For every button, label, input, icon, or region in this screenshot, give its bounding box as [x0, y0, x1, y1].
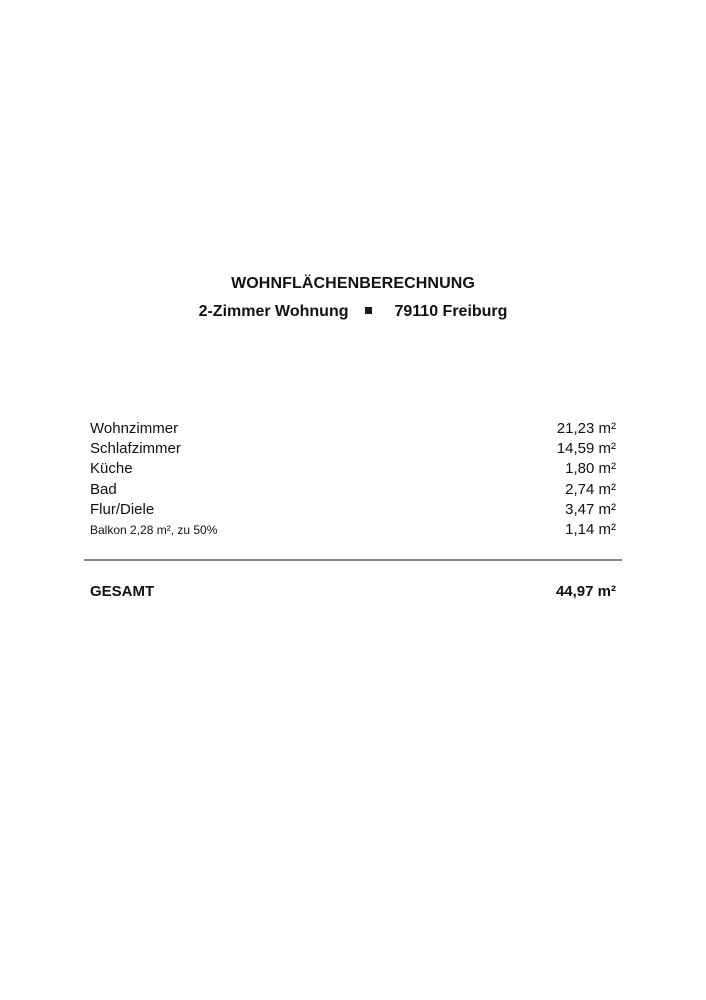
- room-label: Küche: [90, 460, 133, 478]
- divider: [84, 559, 622, 561]
- table-row: [90, 418, 616, 438]
- room-area: 2,74 m²: [565, 480, 616, 498]
- room-area: 1,80 m²: [565, 460, 616, 478]
- document-subtitle: [0, 300, 706, 324]
- total-row: [90, 581, 616, 603]
- total-area: 44,97 m²: [555, 583, 616, 600]
- room-label: Wohnzimmer: [90, 419, 179, 437]
- room-label: Schlafzimmer: [90, 439, 181, 457]
- table-row: [90, 459, 616, 479]
- table-row: [90, 438, 616, 458]
- total-label: GESAMT: [90, 583, 155, 600]
- table-row: [90, 519, 616, 539]
- room-label: Flur/Diele: [90, 500, 155, 518]
- square-bullet-icon: [365, 307, 372, 314]
- room-area: 21,23 m²: [556, 419, 616, 437]
- location: 79110 Freiburg: [394, 303, 508, 320]
- room-label: Balkon 2,28 m², zu 50%: [90, 522, 218, 537]
- room-label: Bad: [90, 480, 117, 498]
- area-table: [90, 418, 616, 540]
- room-area: 3,47 m²: [565, 500, 616, 518]
- document-title: WOHNFLÄCHENBERECHNUNG: [231, 275, 475, 292]
- room-area: 1,14 m²: [565, 521, 616, 539]
- room-area: 14,59 m²: [556, 439, 616, 457]
- table-row: [90, 499, 616, 519]
- table-row: [90, 479, 616, 499]
- apartment-type: 2-Zimmer Wohnung: [198, 303, 349, 320]
- title-block: [0, 272, 706, 324]
